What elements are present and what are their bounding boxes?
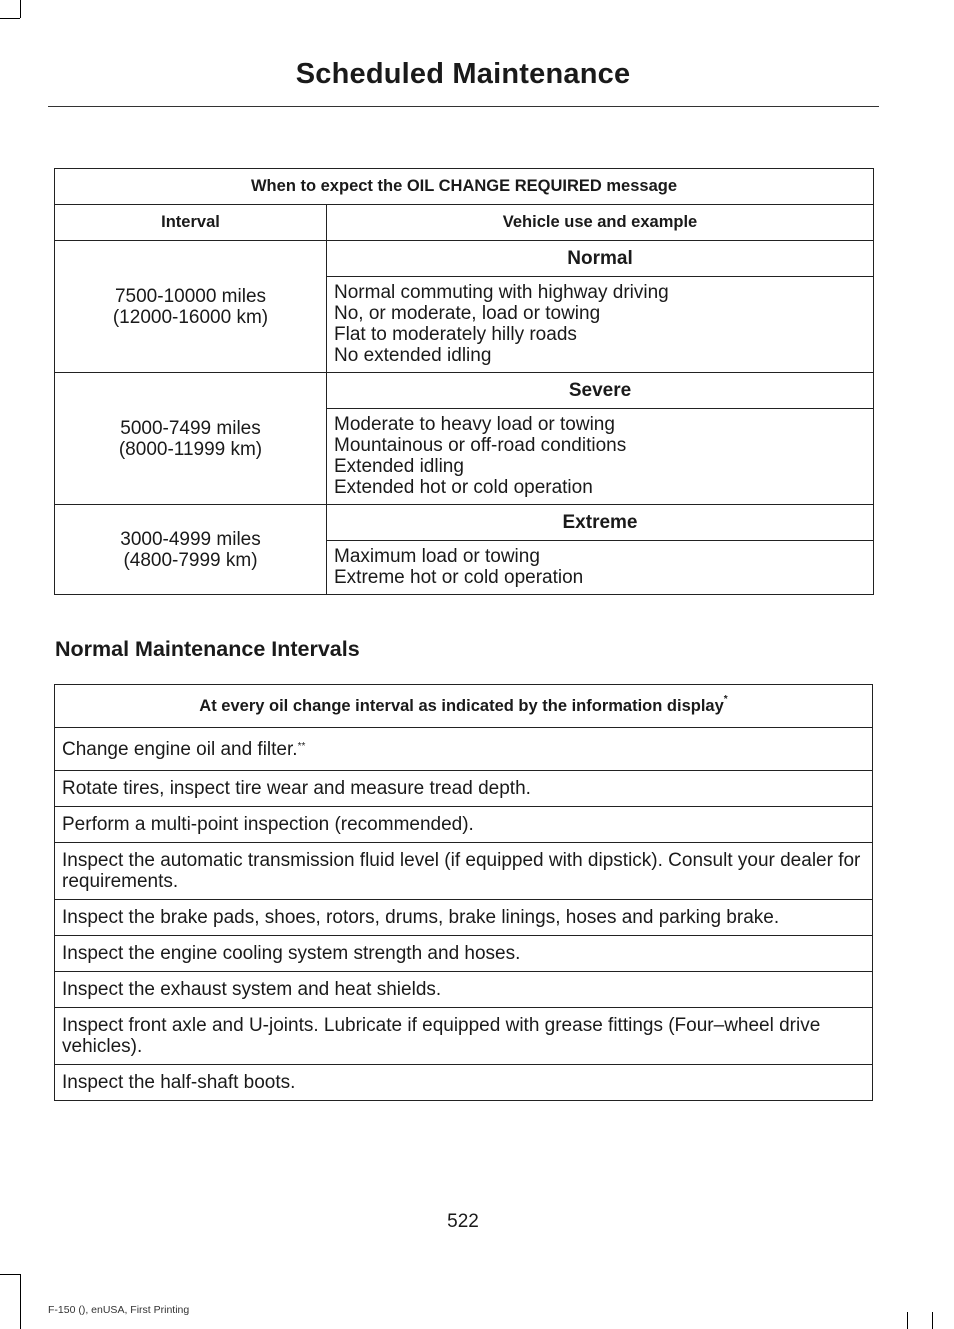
maintenance-item-text: Change engine oil and filter. (62, 738, 298, 760)
maintenance-header-text: At every oil change interval as indicated by the information display (199, 696, 724, 715)
interval-cell (55, 505, 327, 595)
use-example: Moderate to heavy load or towing (334, 414, 615, 435)
table-row (55, 936, 873, 972)
footnote-mark: * (723, 693, 728, 705)
oil-change-table (54, 168, 874, 595)
interval-km: (12000-16000 km) (112, 306, 269, 328)
page-title: Scheduled Maintenance (295, 58, 631, 90)
oil-table-title: When to expect the OIL CHANGE REQUIRED message (55, 169, 874, 205)
table-row (55, 241, 874, 277)
use-example: Extreme hot or cold operation (334, 567, 584, 588)
interval-miles: 5000-7499 miles (120, 417, 261, 439)
crop-mark-bottom-right-a (907, 1312, 908, 1329)
use-example: Extended idling (334, 456, 464, 477)
crop-mark-bottom-left-h (0, 1274, 20, 1275)
use-example: Mountainous or off-road conditions (334, 435, 627, 456)
table-row (55, 505, 874, 541)
table-row (55, 807, 873, 843)
table-row (55, 1008, 873, 1065)
table-row (55, 843, 873, 900)
interval-km: (4800-7999 km) (123, 549, 258, 571)
footnote-mark: ** (297, 740, 306, 752)
use-example: No, or moderate, load or towing (334, 303, 601, 324)
category-normal: Normal (327, 241, 874, 277)
maintenance-item: Inspect the exhaust system and heat shields. (55, 972, 873, 1008)
use-example: Normal commuting with highway driving (334, 282, 669, 303)
maintenance-item: Inspect front axle and U-joints. Lubricate if equipped with grease fittings (Four–wheel drive vehicles). (55, 1008, 873, 1065)
maintenance-item (55, 728, 873, 771)
maintenance-item: Inspect the engine cooling system strength and hoses. (55, 936, 873, 972)
interval-cell (55, 373, 327, 505)
use-example: Extended hot or cold operation (334, 477, 593, 498)
use-examples (327, 277, 874, 373)
crop-mark-bottom-left-v (20, 1274, 21, 1329)
maintenance-item: Inspect the half-shaft boots. (55, 1065, 873, 1101)
category-extreme: Extreme (327, 505, 874, 541)
table-row (55, 771, 873, 807)
crop-mark-top-left-h (0, 18, 20, 19)
maintenance-item: Perform a multi-point inspection (recommended). (55, 807, 873, 843)
table-row (55, 728, 873, 771)
section-heading-normal-maintenance: Normal Maintenance Intervals (55, 637, 360, 661)
maintenance-item: Rotate tires, inspect tire wear and measure tread depth. (55, 771, 873, 807)
maintenance-table (54, 684, 873, 1101)
use-examples (327, 409, 874, 505)
table-row (55, 972, 873, 1008)
page-number: 522 (447, 1211, 479, 1232)
maintenance-item: Inspect the automatic transmission fluid level (if equipped with dipstick). Consult your dealer for requirements. (55, 843, 873, 900)
maintenance-item: Inspect the brake pads, shoes, rotors, drums, brake linings, hoses and parking brake. (55, 900, 873, 936)
interval-cell (55, 241, 327, 373)
table-row (55, 373, 874, 409)
maintenance-table-header (55, 685, 873, 728)
crop-mark-top-left-v (20, 0, 21, 18)
col-header-vehicle-use: Vehicle use and example (327, 205, 874, 241)
interval-miles: 7500-10000 miles (114, 285, 267, 307)
interval-miles: 3000-4999 miles (120, 528, 261, 550)
use-example: Maximum load or towing (334, 546, 540, 567)
use-examples (327, 541, 874, 595)
col-header-interval: Interval (55, 205, 327, 241)
table-row (55, 1065, 873, 1101)
use-example: No extended idling (334, 345, 492, 366)
table-row (55, 900, 873, 936)
crop-mark-bottom-right-b (932, 1312, 933, 1329)
title-rule (48, 106, 879, 107)
interval-km: (8000-11999 km) (118, 438, 263, 460)
use-example: Flat to moderately hilly roads (334, 324, 577, 345)
category-severe: Severe (327, 373, 874, 409)
footer-printing-info: F-150 (), enUSA, First Printing (48, 1304, 190, 1316)
